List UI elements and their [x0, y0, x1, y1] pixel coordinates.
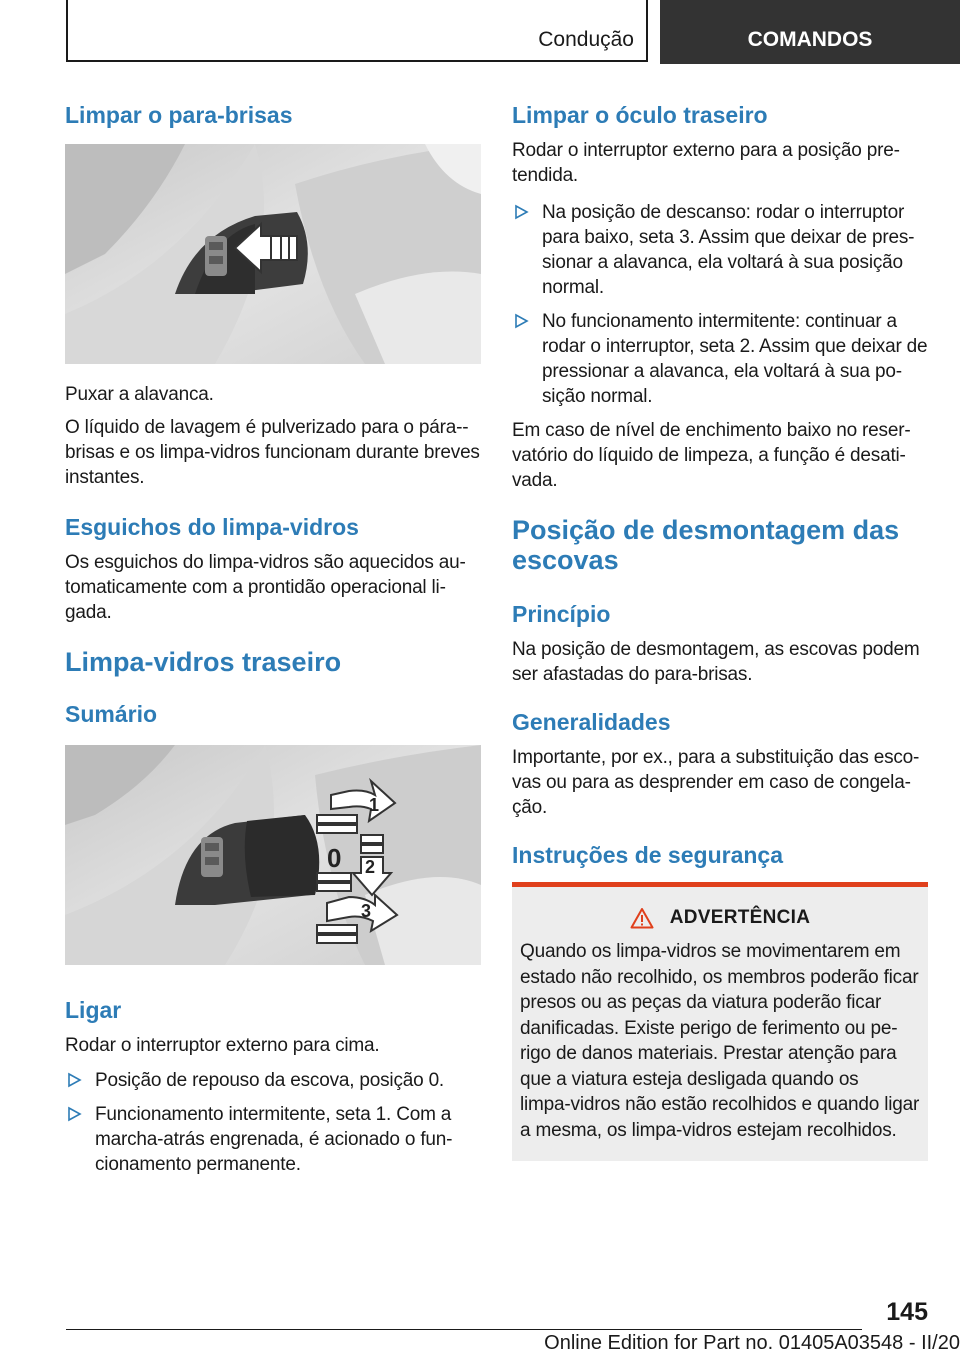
- heading-washer-nozzles: Esguichos do limpa-vidros: [65, 514, 359, 540]
- triangle-right-outline-icon: [65, 1103, 85, 1125]
- heading-clean-rear-window: Limpar o óculo traseiro: [512, 102, 768, 128]
- wiper-lever-pull-illustration: [65, 144, 481, 364]
- list-item: Na posição de descanso: rodar o interruptor para baixo, seta 3. Assim que deixar de pressionar a alavanca, ela voltará à sua posição normal.: [512, 200, 928, 300]
- heading-dismount-position: Posição de desmontagem das escovas: [512, 515, 900, 575]
- paragraph-rotate-switch: Rodar o interruptor externo para a posição pretendida.: [512, 140, 900, 186]
- paragraph-low-fluid-level: Em caso de nível de enchimento baixo no reservatório do líquido de limpeza, a função é desativada.: [512, 420, 911, 491]
- paragraph-principle: Na posição de desmontagem, as escovas podem ser afastadas do para-brisas.: [512, 639, 920, 685]
- warning-box: [512, 882, 928, 1161]
- triangle-right-outline-icon: [65, 1069, 85, 1091]
- rear-wiper-switch-illustration: [65, 745, 481, 965]
- paragraph-washer-fluid: O líquido de lavagem é pulverizado para o pára-brisas e os limpa-vidros funcionam durante breves instantes.: [65, 417, 480, 488]
- header-chapter-tab: COMANDOS: [660, 0, 960, 64]
- heading-principle: Princípio: [512, 601, 611, 627]
- warning-title: ADVERTÊNCIA: [669, 907, 811, 928]
- triangle-right-outline-icon: [512, 201, 532, 223]
- rear-switch-position-1: 1: [369, 795, 380, 815]
- heading-rear-wiper: Limpa-vidros traseiro: [65, 647, 342, 677]
- paragraph-pull-lever: Puxar a alavanca.: [65, 384, 214, 405]
- rear-switch-position-3: 3: [361, 901, 372, 921]
- paragraph-nozzles-heated: Os esguichos do limpa-vidros são aquecidos automaticamente com a prontidão operacional ligada.: [65, 552, 466, 623]
- list-rear-wiper: [512, 200, 928, 409]
- rear-switch-position-2: 2: [365, 857, 376, 877]
- list-item: No funcionamento intermitente: continuar a rodar o interruptor, seta 2. Assim que deixar de pressionar a alavanca, ela voltará à sua posição normal.: [512, 309, 928, 409]
- page-number: 145: [886, 1298, 928, 1326]
- right-column: [512, 100, 928, 1161]
- list-switch-on: [65, 1068, 481, 1177]
- warning-header: [520, 907, 920, 929]
- footer-edition: Online Edition for Part no. 01405A03548 - II/20: [544, 1332, 960, 1354]
- warning-triangle-icon: [630, 907, 654, 929]
- paragraph-general: Importante, por ex., para a substituição das escovas ou para as desprender em caso de congelação.: [512, 747, 920, 818]
- warning-text: Quando os limpa-vidros se movimentarem em estado não recolhido, os membros poderão ficar presos ou as peças da viatura poderão ficar danificadas. Existe perigo de ferimento ou perigo de danos materiais. Prestar atenção para que a viatura esteja desligada quando os limpa-vidros não estão recolhidos e quando ligar a mesma, os limpa-vidros estejam recolhidos.: [520, 941, 920, 1141]
- paragraph-rotate-up: Rodar o interruptor externo para cima.: [65, 1035, 380, 1056]
- heading-safety-instructions: Instruções de segurança: [512, 842, 783, 868]
- heading-switch-on: Ligar: [65, 997, 122, 1023]
- heading-general: Generalidades: [512, 709, 671, 735]
- triangle-right-outline-icon: [512, 310, 532, 332]
- header-section-title: Condução: [538, 28, 634, 51]
- list-item: Funcionamento intermitente, seta 1. Com a marcha-atrás engrenada, é acionado o funcionamento permanente.: [65, 1102, 481, 1177]
- heading-clean-windscreen: Limpar o para-brisas: [65, 102, 293, 128]
- footer-divider: [66, 1329, 862, 1330]
- left-column: [65, 100, 481, 1186]
- heading-summary: Sumário: [65, 701, 158, 727]
- rear-switch-position-0: 0: [327, 843, 342, 873]
- list-item: Posição de repouso da escova, posição 0.: [65, 1068, 481, 1093]
